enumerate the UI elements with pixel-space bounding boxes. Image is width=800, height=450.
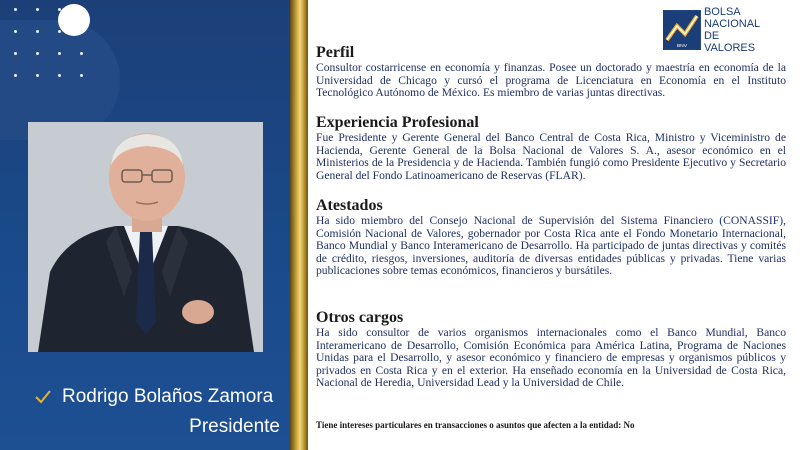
- logo-line-2: NACIONAL DE: [703, 18, 760, 42]
- person-title: Presidente: [189, 416, 280, 437]
- check-icon: [34, 388, 52, 406]
- logo-line-3: VALORES: [703, 42, 756, 54]
- section-title: Experiencia Profesional: [316, 114, 479, 131]
- section-atestados: [316, 197, 786, 278]
- section-experiencia: [316, 114, 786, 182]
- person-name: Rodrigo Bolaños Zamora: [62, 386, 274, 407]
- portrait-photo: [28, 122, 263, 352]
- section-body: Consultor costarricense en economía y finanzas. Posee un doctorado y maestría en economía de la Universidad de Chicago y cursó el programa de Licenciatura en Economía en el Instituto Tecnológico Autónomo de México. Es miembro de varias juntas directivas.: [316, 61, 786, 99]
- conflict-of-interest-disclosure: Tiene intereses particulares en transacciones o asuntos que afecten a la entidad: No: [316, 420, 635, 430]
- logo-line-1: BOLSA: [703, 6, 741, 18]
- section-title: Perfil: [316, 44, 355, 61]
- section-body: Fue Presidente y Gerente General del Banco Central de Costa Rica, Ministro y Viceministro de Hacienda, Gerente General de la Bolsa Nacional de Valores S. A., asesor económico en el Ministerios de la Presidencia y de Hacienda. También fungió como Presidente Ejecutivo y Secretario General del Fondo Latinoamericano de Reservas (FLAR).: [316, 131, 786, 182]
- section-body: Ha sido consultor de varios organismos internacionales como el Banco Mundial, Banco Interamericano de Desarrollo, Comisión Económica para América Latina, Programa de Naciones Unidas para el Desarrollo, y asesor económico y financiero de empresas y organismos públicos y privados en Costa Rica y en el exterior. Ha enseñado economía en la Universidad de Costa Rica, Nacional de Heredia, Universidad Lead y la Universidad de Chile.: [316, 326, 786, 389]
- name-row: [34, 384, 284, 410]
- logo-badge: BNV: [676, 42, 688, 49]
- profile-panel: [0, 0, 290, 450]
- decorative-dots: [14, 8, 84, 80]
- section-title: Otros cargos: [316, 309, 404, 326]
- section-title: Atestados: [316, 197, 383, 214]
- section-body: Ha sido miembro del Consejo Nacional de Supervisión del Sistema Financiero (CONASSIF), Comisión Nacional de Valores, gobernador por Costa Rica ante el Fondo Monetario Internacional, Banco Mundial y Banco Interamericano de Desarrollo. Ha participado de juntas directivas y comités de crédito, riesgos, inversiones, auditoría de diversas entidades públicas y privadas. Tiene varias publicaciones sobre temas económicos, financieros y bursátiles.: [316, 214, 786, 277]
- gold-divider: [290, 0, 308, 450]
- section-otros-cargos: [316, 309, 786, 390]
- section-perfil: [316, 44, 786, 100]
